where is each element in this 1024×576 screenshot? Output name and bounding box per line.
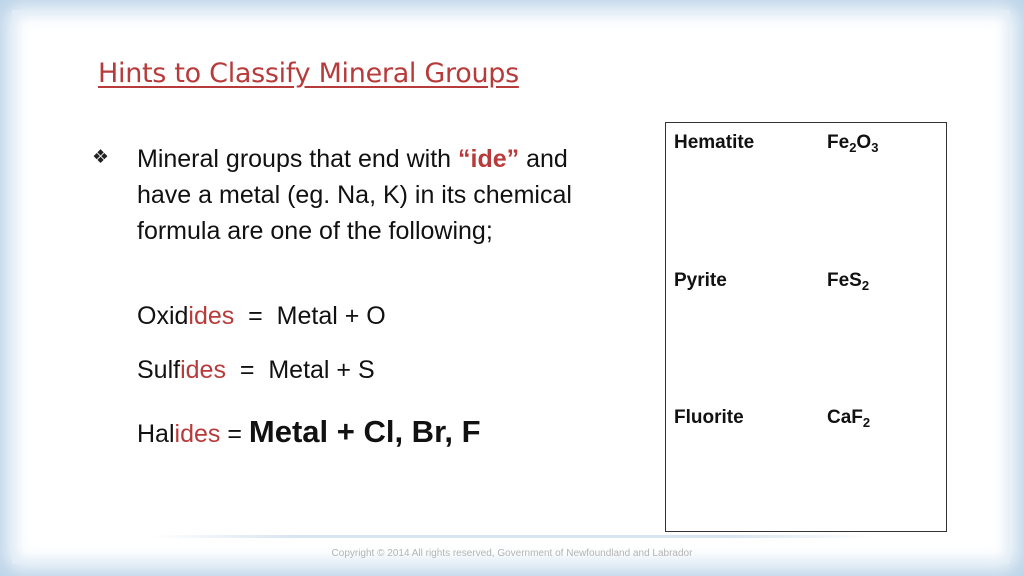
group-suffix: ides [188, 302, 235, 330]
intro-highlight: “ide” [458, 145, 520, 173]
mineral-name: Pyrite [674, 270, 727, 291]
diamond-bullet-icon: ❖ [92, 146, 110, 168]
group-stem: Sulf [137, 356, 181, 384]
intro-text-part2: and have a metal (eg. Na, K) in its chemical formula are one of the following; [137, 145, 572, 245]
copyright-notice: Copyright © 2014 All rights reserved, Government of Newfoundland and Labrador [331, 548, 693, 559]
mineral-name: Fluorite [674, 407, 744, 428]
slide-title: Hints to Classify Mineral Groups [98, 58, 519, 89]
mineral-formula [827, 270, 869, 292]
group-rule: Metal + Cl, Br, F [248, 414, 481, 449]
mineral-table [665, 122, 947, 532]
group-rule: = Metal + S [225, 356, 375, 384]
group-suffix: ides [180, 356, 226, 384]
formula-element: Fe [827, 132, 850, 153]
group-line-oxides [137, 302, 386, 331]
intro-paragraph [137, 141, 607, 249]
intro-text-part1: Mineral groups that end with [137, 145, 459, 173]
group-stem: Oxid [137, 302, 189, 330]
formula-element: O [856, 132, 872, 153]
mineral-formula [827, 407, 870, 429]
group-line-sulfides [137, 356, 375, 385]
group-stem: Hal [137, 420, 175, 448]
formula-subscript: 3 [871, 140, 879, 155]
group-rule: = Metal + O [234, 302, 386, 330]
formula-subscript: 2 [849, 140, 857, 155]
group-line-halides [137, 414, 481, 450]
formula-element: CaF [827, 407, 863, 428]
footer-divider [150, 535, 874, 538]
mineral-formula [827, 132, 878, 154]
mineral-name: Hematite [674, 132, 755, 153]
formula-subscript: 2 [861, 278, 870, 293]
group-suffix: ides [174, 420, 221, 448]
group-eq: = [220, 420, 249, 448]
formula-subscript: 2 [862, 415, 871, 430]
formula-element: FeS [827, 270, 862, 291]
